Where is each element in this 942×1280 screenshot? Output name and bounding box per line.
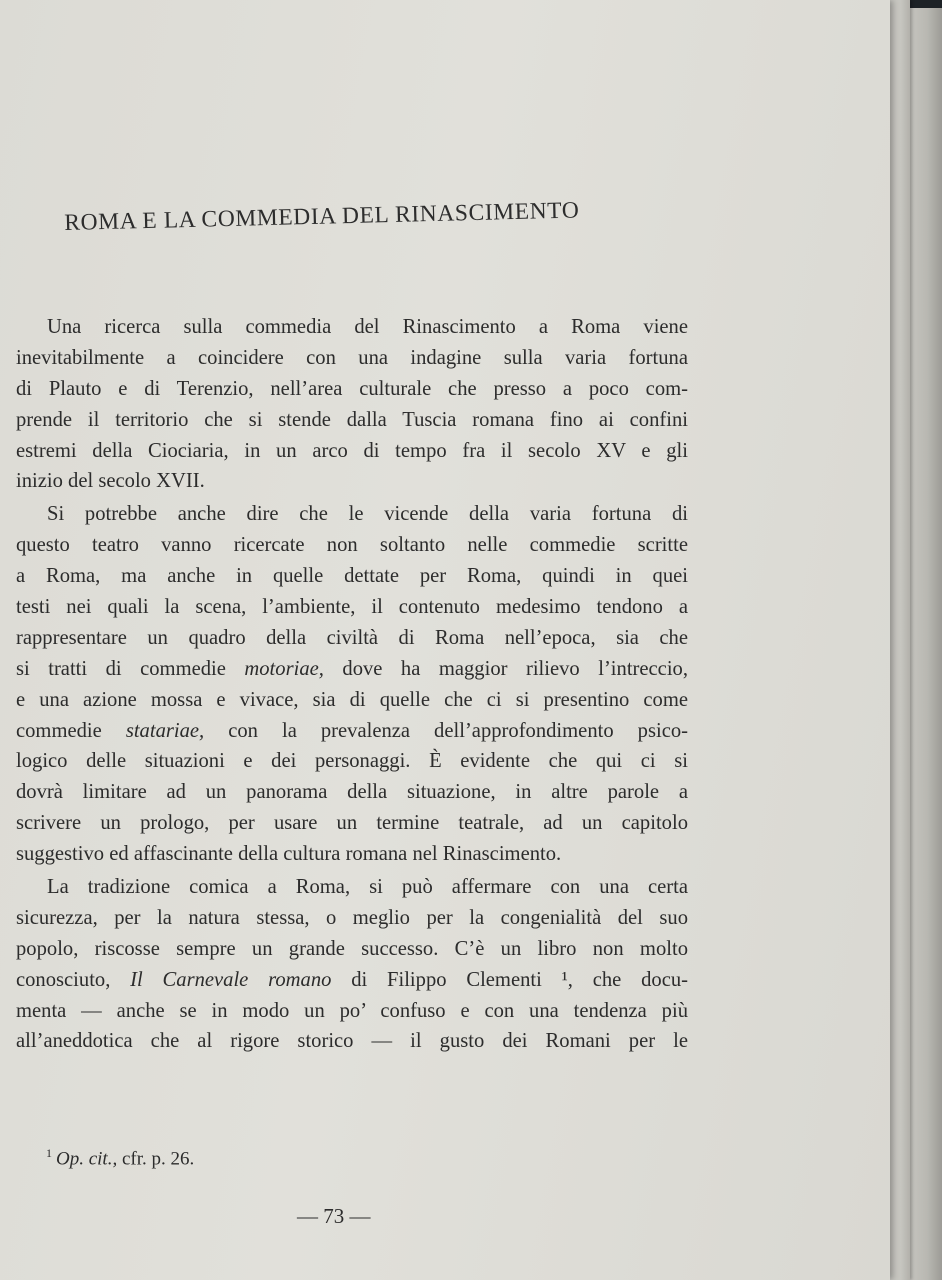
text-line: Si potrebbe anche dire che le vicende della varia fortuna di — [47, 503, 688, 526]
text-line: scrivere un prologo, per usare un termine teatrale, ad un capitolo — [16, 812, 688, 835]
text-line: inevitabilmente a coincidere con una indagine sulla varia fortuna — [16, 346, 688, 369]
back-page-edge — [905, 8, 942, 1280]
text-line: dovrà limitare ad un panorama della situazione, in altre parole a — [16, 781, 688, 804]
text-line: La tradizione comica a Roma, si può affermare con una certa — [47, 876, 688, 899]
text-line: estremi della Ciociaria, in un arco di tempo fra il secolo XV e gli — [16, 439, 688, 462]
text-line: di Plauto e di Terenzio, nell’area culturale che presso a poco com- — [16, 377, 688, 400]
text-line: e una azione mossa e vivace, sia di quelle che ci si presentino come — [16, 688, 688, 711]
text-line: conosciuto, Il Carnevale romano di Filippo Clementi ¹, che docu- — [16, 968, 688, 991]
text-line: prende il territorio che si stende dalla Tuscia romana fino ai confini — [16, 408, 688, 431]
italic-term: statariae, — [125, 719, 205, 742]
text-line: inizio del secolo XVII. — [16, 470, 205, 493]
body-text — [16, 312, 688, 1057]
text-line: all’aneddotica che al rigore storico — il gusto dei Romani per le — [16, 1030, 688, 1053]
page-number: — 73 — — [297, 1204, 371, 1228]
text-line: suggestivo ed affascinante della cultura romana nel Rinascimento. — [16, 843, 562, 866]
italic-term: Op. cit., — [56, 1148, 118, 1170]
text-line: sicurezza, per la natura stessa, o meglio per la congenialità del suo — [16, 906, 688, 929]
text-line: commedie statariae, con la prevalenza dell’approfondimento psico- — [16, 719, 688, 742]
chapter-title: ROMA E LA COMMEDIA DEL RINASCIMENTO — [64, 197, 580, 236]
text-line: questo teatro vanno ricercate non soltanto nelle commedie scritte — [16, 534, 688, 557]
italic-term: Il Carnevale romano — [130, 968, 332, 991]
footnote — [46, 1146, 194, 1170]
text-line: menta — anche se in modo un po’ confuso e con una tendenza più — [16, 999, 688, 1022]
footnote-text: Op. cit., cfr. p. 26. — [56, 1148, 195, 1170]
text-line: popolo, riscosse sempre un grande successo. C’è un libro non molto — [16, 937, 688, 960]
text-line: logico delle situazioni e dei personaggi. È evidente che qui ci si — [16, 750, 688, 773]
text-line: a Roma, ma anche in quelle dettate per Roma, quindi in quei — [16, 565, 688, 588]
text-line: rappresentare un quadro della civiltà di Roma nell’epoca, sia che — [16, 626, 688, 649]
text-line: testi nei quali la scena, l’ambiente, il contenuto medesimo tendono a — [16, 596, 688, 619]
text-line: Una ricerca sulla commedia del Rinascimento a Roma viene — [47, 316, 688, 338]
footnote-marker: 1 — [46, 1146, 52, 1160]
italic-term: motoriae, — [244, 657, 324, 680]
text-line: si tratti di commedie motoriae, dove ha maggior rilievo l’intreccio, — [16, 657, 688, 680]
